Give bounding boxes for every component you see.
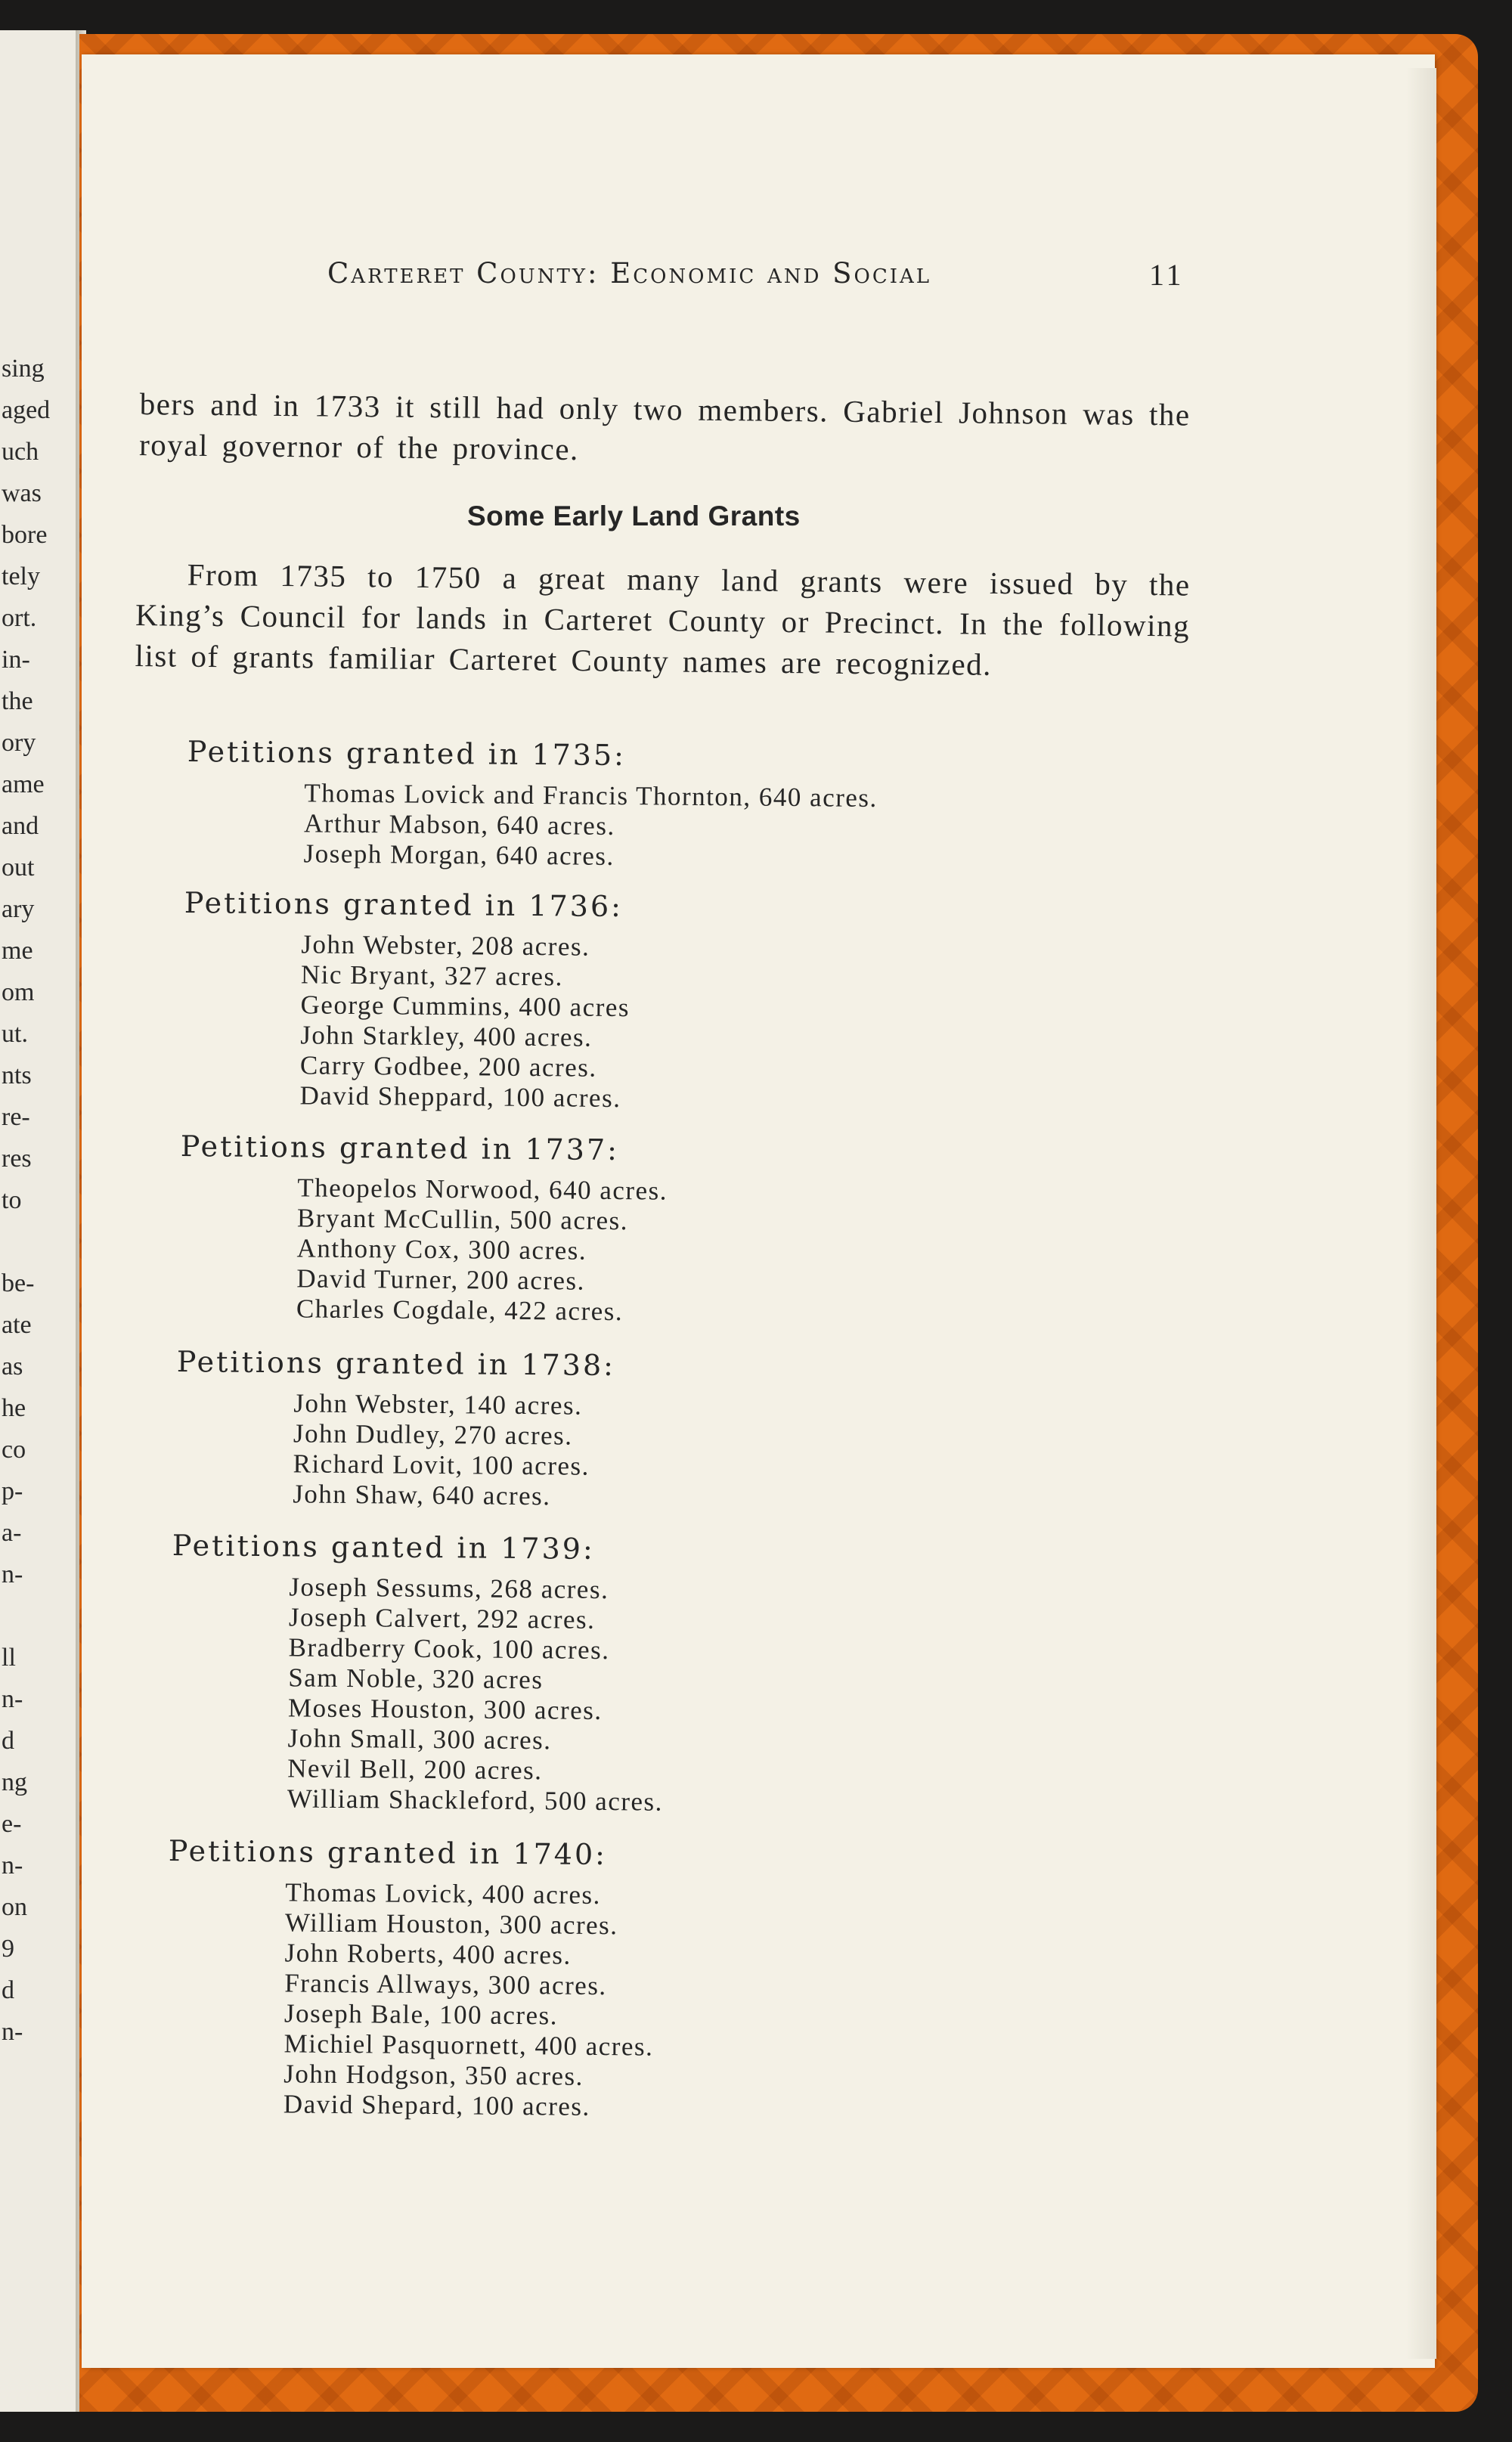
facing-page-fragment: n- (2, 1560, 23, 1588)
facing-page (0, 30, 78, 2412)
grant-entry: Nevil Bell, 200 acres. (287, 1753, 543, 1786)
facing-page-fragment: a- (2, 1519, 22, 1547)
grant-entry: John Roberts, 400 acres. (284, 1938, 572, 1970)
facing-page-fragment: the (2, 687, 33, 715)
page (82, 54, 1435, 2368)
facing-page-fragment: ame (2, 770, 45, 798)
facing-page-fragment: ut. (2, 1020, 28, 1048)
grant-entry: David Turner, 200 acres. (296, 1263, 586, 1296)
facing-page-fragment: ort. (2, 604, 37, 632)
facing-page-fragment: tely (2, 562, 40, 590)
facing-page-fragment: re- (2, 1103, 30, 1131)
facing-page-fragment: d (2, 1727, 14, 1755)
grant-entry: Carry Godbee, 200 acres. (299, 1050, 597, 1083)
grant-entry: William Houston, 300 acres. (284, 1907, 618, 1941)
grant-group-1737 (179, 1130, 668, 1328)
facing-page-fragment: aged (2, 396, 51, 424)
grant-group-heading: Petitions granted in 1737: (180, 1130, 620, 1167)
facing-page-fragment: me (2, 937, 33, 965)
grant-group-heading: Petitions granted in 1740: (168, 1834, 608, 1872)
grant-entry: David Sheppard, 100 acres. (299, 1080, 621, 1114)
grant-group-heading: Petitions granted in 1738: (176, 1345, 616, 1383)
facing-page-fragment: co (2, 1436, 26, 1464)
grant-entry: Arthur Mabson, 640 acres. (303, 808, 615, 841)
grant-group-1740 (166, 1834, 655, 2123)
grant-entry: Joseph Sessums, 268 acres. (289, 1572, 609, 1605)
lead-paragraph: From 1735 to 1750 a great many land grants were issued by the King’s Council for lands in Carteret County or Precinct. In the following list of grants familiar Carteret County names are recognized. (135, 556, 1191, 682)
grant-group-1739 (170, 1529, 665, 1818)
grant-entry: John Webster, 140 acres. (293, 1388, 583, 1421)
grant-entry: John Webster, 208 acres. (301, 929, 590, 962)
page-content (82, 54, 1435, 2368)
grant-entry: William Shackleford, 500 acres. (287, 1783, 664, 1817)
section-heading: Some Early Land Grants (467, 500, 801, 531)
facing-page-fragment: nts (2, 1061, 32, 1089)
grant-group-1735 (186, 735, 878, 874)
facing-page-text (2, 348, 70, 2053)
grant-list (293, 1388, 615, 1512)
intro-paragraph: bers and in 1733 it still had only two members. Gabriel Johnson was the royal governor of the province. (138, 386, 1191, 467)
grant-entry: Thomas Lovick and Francis Thornton, 640 acres. (304, 778, 878, 813)
page-number: 11 (1149, 258, 1185, 292)
facing-page-fragment: p- (2, 1477, 23, 1505)
facing-page-fragment: n- (2, 2018, 23, 2046)
grant-entry: Nic Bryant, 327 acres. (300, 959, 564, 992)
grant-list (287, 1572, 665, 1817)
facing-page-fragment: uch (2, 438, 39, 466)
facing-page-fragment: was (2, 479, 42, 507)
grant-entry: John Hodgson, 350 acres. (284, 2059, 584, 2091)
facing-page-fragment: to (2, 1186, 22, 1214)
grant-entry: George Cummins, 400 acres (300, 990, 631, 1023)
grant-entry: Charles Cogdale, 422 acres. (296, 1294, 624, 1327)
page-edge (1406, 68, 1436, 2359)
running-head: Carteret County: Economic and Social (327, 257, 932, 290)
facing-page-fragment: ll (2, 1644, 16, 1672)
grant-entry: David Shepard, 100 acres. (283, 2089, 590, 2121)
facing-page-fragment: ory (2, 729, 36, 757)
grant-group-heading: Petitions ganted in 1739: (172, 1529, 595, 1566)
facing-page-fragment: out (2, 854, 35, 882)
grant-entry: John Shaw, 640 acres. (293, 1479, 551, 1511)
grant-entry: John Starkley, 400 acres. (300, 1020, 593, 1052)
facing-page-fragment: on (2, 1893, 27, 1921)
grant-list (303, 778, 878, 874)
grant-entry: Bryant McCullin, 500 acres. (296, 1203, 629, 1236)
facing-page-fragment: n- (2, 1852, 23, 1880)
facing-page-fragment: ary (2, 895, 35, 923)
facing-page-fragment: bore (2, 521, 48, 549)
grant-entry: Moses Houston, 300 acres. (287, 1693, 603, 1725)
grant-entry: Richard Lovit, 100 acres. (293, 1449, 590, 1481)
grant-entry: Michiel Pasquornett, 400 acres. (284, 2028, 654, 2062)
facing-page-fragment: ng (2, 1768, 27, 1796)
grant-list (299, 929, 630, 1114)
facing-page-fragment: be- (2, 1269, 35, 1297)
facing-page-fragment: res (2, 1145, 32, 1173)
facing-page-fragment: 9 (2, 1935, 14, 1963)
grant-entry: Thomas Lovick, 400 acres. (285, 1877, 602, 1910)
facing-page-fragment: in- (2, 646, 30, 674)
grant-entry: Theopelos Norwood, 640 acres. (297, 1173, 668, 1206)
grant-entry: Bradberry Cook, 100 acres. (288, 1632, 610, 1666)
facing-page-fragment (2, 1595, 70, 1637)
grant-group-1738 (175, 1345, 615, 1512)
facing-page-fragment: d (2, 1976, 14, 2004)
grant-entry: Joseph Calvert, 292 acres. (288, 1602, 596, 1635)
facing-page-fragment (2, 1221, 70, 1263)
facing-page-fragment: e- (2, 1810, 22, 1838)
grant-entry: Anthony Cox, 300 acres. (296, 1233, 587, 1266)
facing-page-fragment: om (2, 978, 35, 1006)
facing-page-fragment: and (2, 812, 39, 840)
grant-entry: John Small, 300 acres. (287, 1723, 552, 1756)
grant-group-1736 (182, 886, 631, 1114)
grant-entry: John Dudley, 270 acres. (293, 1418, 573, 1451)
facing-page-fragment: n- (2, 1685, 23, 1713)
facing-page-fragment: he (2, 1394, 26, 1422)
grant-list (296, 1173, 668, 1327)
grant-group-heading: Petitions granted in 1736: (184, 886, 624, 924)
facing-page-fragment: ate (2, 1311, 32, 1339)
grant-entry: Joseph Bale, 100 acres. (284, 1998, 559, 2031)
grant-entry: Sam Noble, 320 acres (288, 1663, 544, 1695)
grant-group-heading: Petitions granted in 1735: (187, 735, 627, 773)
facing-page-fragment: as (2, 1353, 23, 1381)
grant-list (284, 1877, 655, 2122)
facing-page-fragment: sing (2, 355, 45, 383)
grant-entry: Francis Allways, 300 acres. (284, 1968, 607, 2001)
grant-entry: Joseph Morgan, 640 acres. (303, 838, 615, 871)
